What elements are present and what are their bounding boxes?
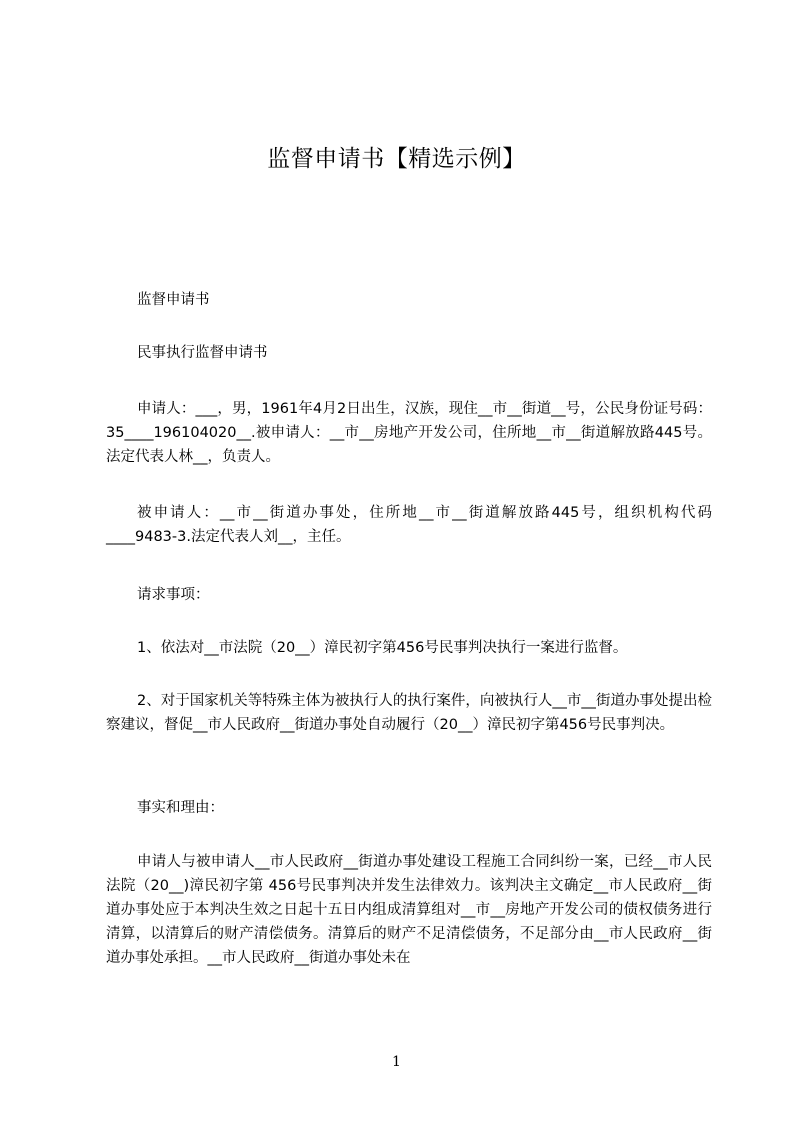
paragraph-request-2: 2、对于国家机关等特殊主体为被执行人的执行案件，向被执行人__市__街道办事处提出检察建议，督促__市人民政府__街道办事处自动履行（20__）漳民初字第456号民事判决。: [106, 693, 712, 733]
paragraph-subheading: 民事执行监督申请书: [137, 345, 268, 361]
paragraph-facts-heading: 事实和理由：: [137, 800, 224, 816]
paragraph-heading: 监督申请书: [137, 292, 210, 308]
page-number: 1: [392, 1054, 401, 1070]
paragraph-facts-body: 申请人与被申请人__市人民政府__街道办事处建设工程施工合同纠纷一案，已经__市人民法院（20__)漳民初字第 456号民事判决并发生法律效力。该判决主文确定__市人民政府__街道办事处应于本判决生效之日起十五日内组成清算组对__市__房地产开发公司的债权债务进行清算，以清算后的财产清偿债务。清算后的财产不足清偿债务，不足部分由__市人民政府__街道办事处承担。__市人民政府__街道办事处未在: [106, 854, 712, 966]
paragraph-applicant: 申请人：___，男，1961年4月2日出生，汉族，现住__市__街道__号，公民身份证号码：35____196104020__.被申请人：__市__房地产开发公司，住所地__市__街道解放路445号。法定代表人林__，负责人。: [106, 401, 712, 465]
document-title: 监督申请书【精选示例】: [267, 146, 526, 172]
paragraph-requests-heading: 请求事项：: [137, 587, 210, 603]
paragraph-respondent: 被申请人：__市__街道办事处，住所地__市__街道解放路445号，组织机构代码____9483-3.法定代表人刘__，主任。: [106, 505, 712, 545]
paragraph-request-1: 1、依法对__市法院（20__）漳民初字第456号民事判决执行一案进行监督。: [137, 640, 628, 656]
